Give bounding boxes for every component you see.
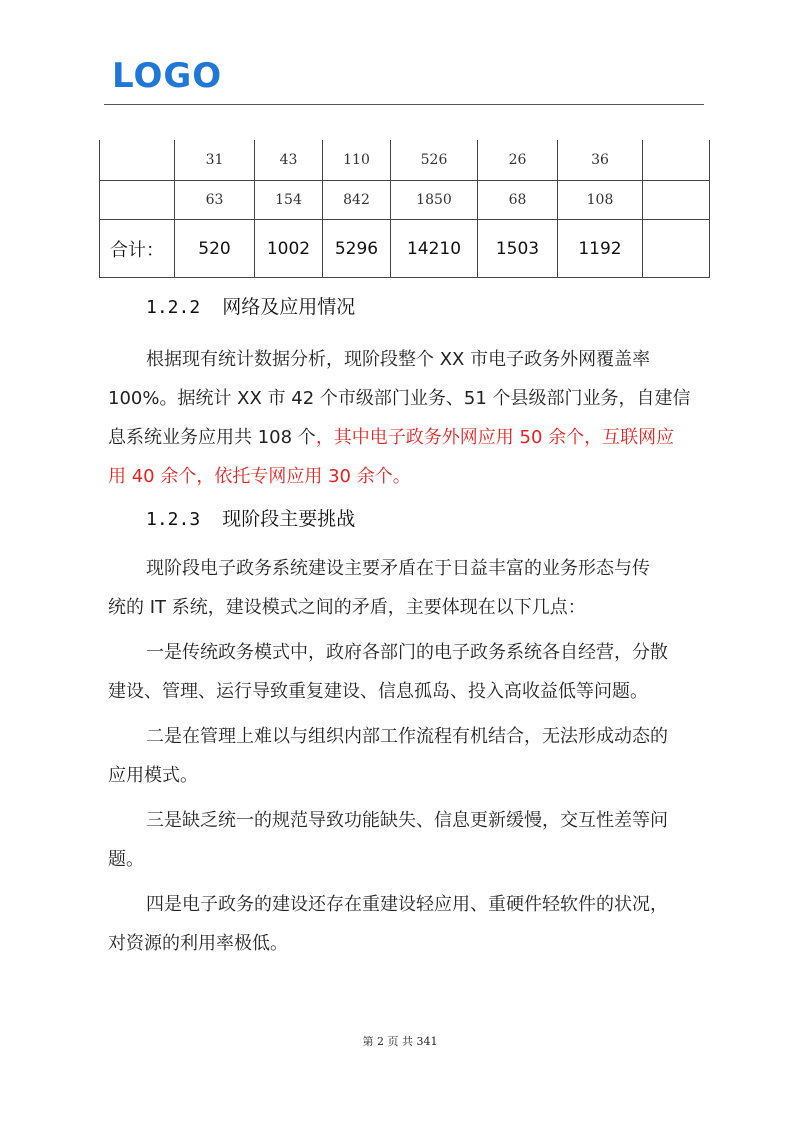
text-line: 二是在管理上难以与组织内部工作流程有机结合，无法形成动态的 [146,726,668,747]
table-cell: 1002 [255,220,323,278]
section-heading-1-2-2 [146,292,355,319]
statistics-table [99,140,710,278]
table-total-label: 合计： [100,220,175,278]
table-cell: 526 [391,140,478,181]
table-cell: 26 [478,140,558,181]
text-line [108,418,696,457]
table-cell: 1503 [478,220,558,278]
table-cell: 43 [255,140,323,181]
text-line: 应用模式。 [108,765,198,786]
text-line: 三是缺乏统一的规范导致功能缺失、信息更新缓慢，交互性差等问 [146,810,668,831]
table-cell: 31 [175,140,255,181]
page-number: 第 2 页 共 341 [362,1035,438,1048]
paragraph-challenges-intro [108,549,696,627]
section-number: 1.2.2 [146,297,201,318]
section-title: 现阶段主要挑战 [222,508,356,530]
text-line: 四是电子政务的建设还存在重建设轻应用、重硬件轻软件的状况， [146,894,668,915]
table-cell-label [100,181,175,220]
table-cell: 842 [323,181,391,220]
table-row [100,140,710,181]
table-cell: 68 [478,181,558,220]
table-cell [643,220,710,278]
text-line: 一是传统政务模式中，政府各部门的电子政务系统各自经营，分散 [146,642,668,663]
table-total-row [100,220,710,278]
text-line: 根据现有统计数据分析，现阶段整个 XX 市电子政务外网覆盖率 [146,349,651,370]
table-cell: 108 [558,181,643,220]
header-divider [104,104,704,105]
text-line: 建设、管理、运行导致重复建设、信息孤岛、投入高收益低等问题。 [108,681,648,702]
section-number: 1.2.3 [146,509,201,530]
table-cell: 63 [175,181,255,220]
table-cell: 14210 [391,220,478,278]
table-cell [643,181,710,220]
paragraph-challenge-3 [108,801,696,879]
paragraph-challenge-2 [108,717,696,795]
section-title: 网络及应用情况 [222,296,356,318]
table-cell: 1192 [558,220,643,278]
highlighted-text: 用 40 余个，依托专网应用 30 余个。 [108,466,411,487]
table-cell: 36 [558,140,643,181]
section-heading-1-2-3 [146,504,355,531]
text-line: 对资源的利用率极低。 [108,933,288,954]
text-line: 题。 [108,849,144,870]
paragraph-challenge-4 [108,885,696,963]
logo: LOGO [112,56,223,96]
text-line: 100%。据统计 XX 市 42 个市级部门业务、51 个县级部门业务，自建信 [108,388,691,409]
table-cell: 110 [323,140,391,181]
highlighted-text: ，其中电子政务外网应用 50 余个，互联网应 [315,427,675,448]
paragraph-challenge-1 [108,633,696,711]
text-line: 现阶段电子政务系统建设主要矛盾在于日益丰富的业务形态与传 [146,558,650,579]
text-line: 统的 IT 系统，建设模式之间的矛盾，主要体现在以下几点： [108,597,586,618]
table-cell [643,140,710,181]
table-cell: 5296 [323,220,391,278]
paragraph-network-status [108,340,696,496]
table-cell-label [100,140,175,181]
text-segment: 息系统业务应用共 108 个 [108,427,316,448]
table-row [100,181,710,220]
table-cell: 154 [255,181,323,220]
table-cell: 520 [175,220,255,278]
table-cell: 1850 [391,181,478,220]
